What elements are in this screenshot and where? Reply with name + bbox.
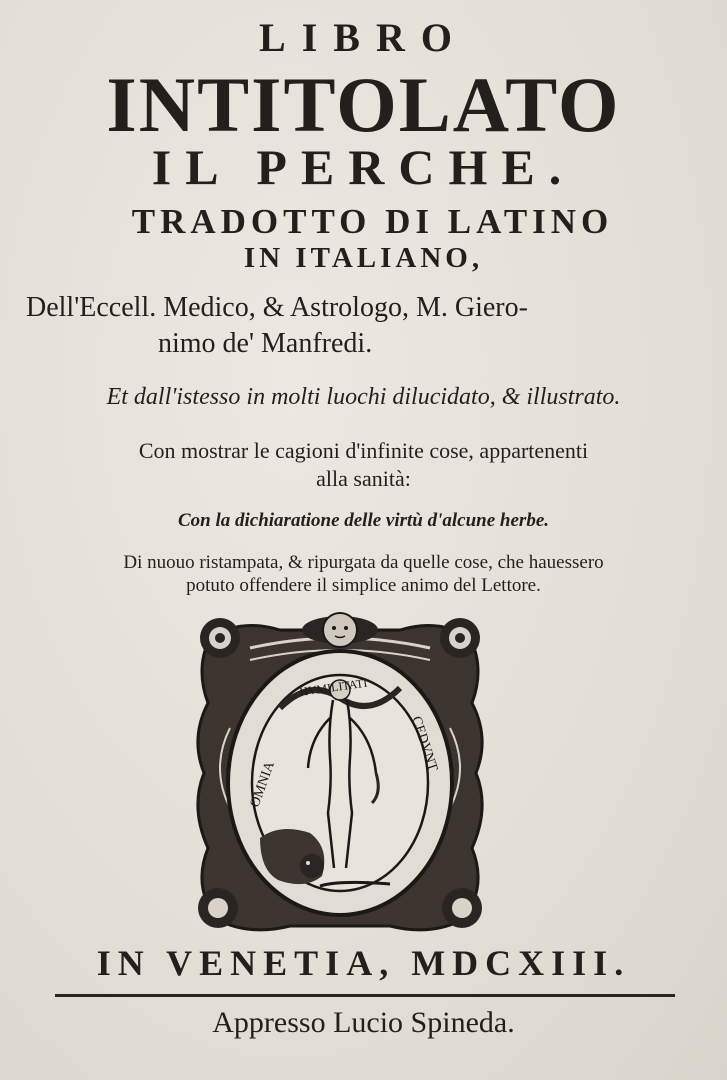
herbs-line: Con la dichiaratione delle virtù d'alcune herbe. <box>177 510 550 531</box>
title-word-intitolato: INTITOLATO <box>106 61 621 148</box>
imprint-rule <box>55 994 675 997</box>
printers-mark-graphic <box>190 608 490 938</box>
author-line-2: nimo de' Manfredi. <box>158 328 373 359</box>
motto-top: HVMILITATI <box>298 675 369 699</box>
subtitle-italiano: IN ITALIANO, <box>243 242 484 274</box>
description-line-1: Con mostrar le cagioni d'infinite cose, appartenenti <box>138 438 589 463</box>
printers-mark-woodcut <box>190 608 490 938</box>
subtitle-tradotto: TRADOTTO DI LATINO <box>131 202 614 241</box>
imprint-printer: Appresso Lucio Spineda. <box>212 1006 515 1039</box>
motto-right: CEDVNT <box>408 714 441 774</box>
italic-description: Et dall'istesso in molti luochi dilucidato, & illustrato. <box>106 384 621 410</box>
title-il-perche: IL PERCHE. <box>151 139 576 195</box>
reprint-line-2: potuto offendere il simplice animo del Lettore. <box>186 575 541 596</box>
author-line-1: Dell'Eccell. Medico, & Astrologo, M. Giero- <box>26 292 528 323</box>
title-word-libro: LIBRO <box>259 15 468 60</box>
motto-left: OMNIA <box>247 759 278 810</box>
reprint-line-1: Di nuouo ristampata, & ripurgata da quelle cose, che hauessero <box>123 552 604 573</box>
imprint-place-date: IN VENETIA, MDCXIII. <box>96 943 631 983</box>
description-line-2: alla sanità: <box>316 466 411 491</box>
